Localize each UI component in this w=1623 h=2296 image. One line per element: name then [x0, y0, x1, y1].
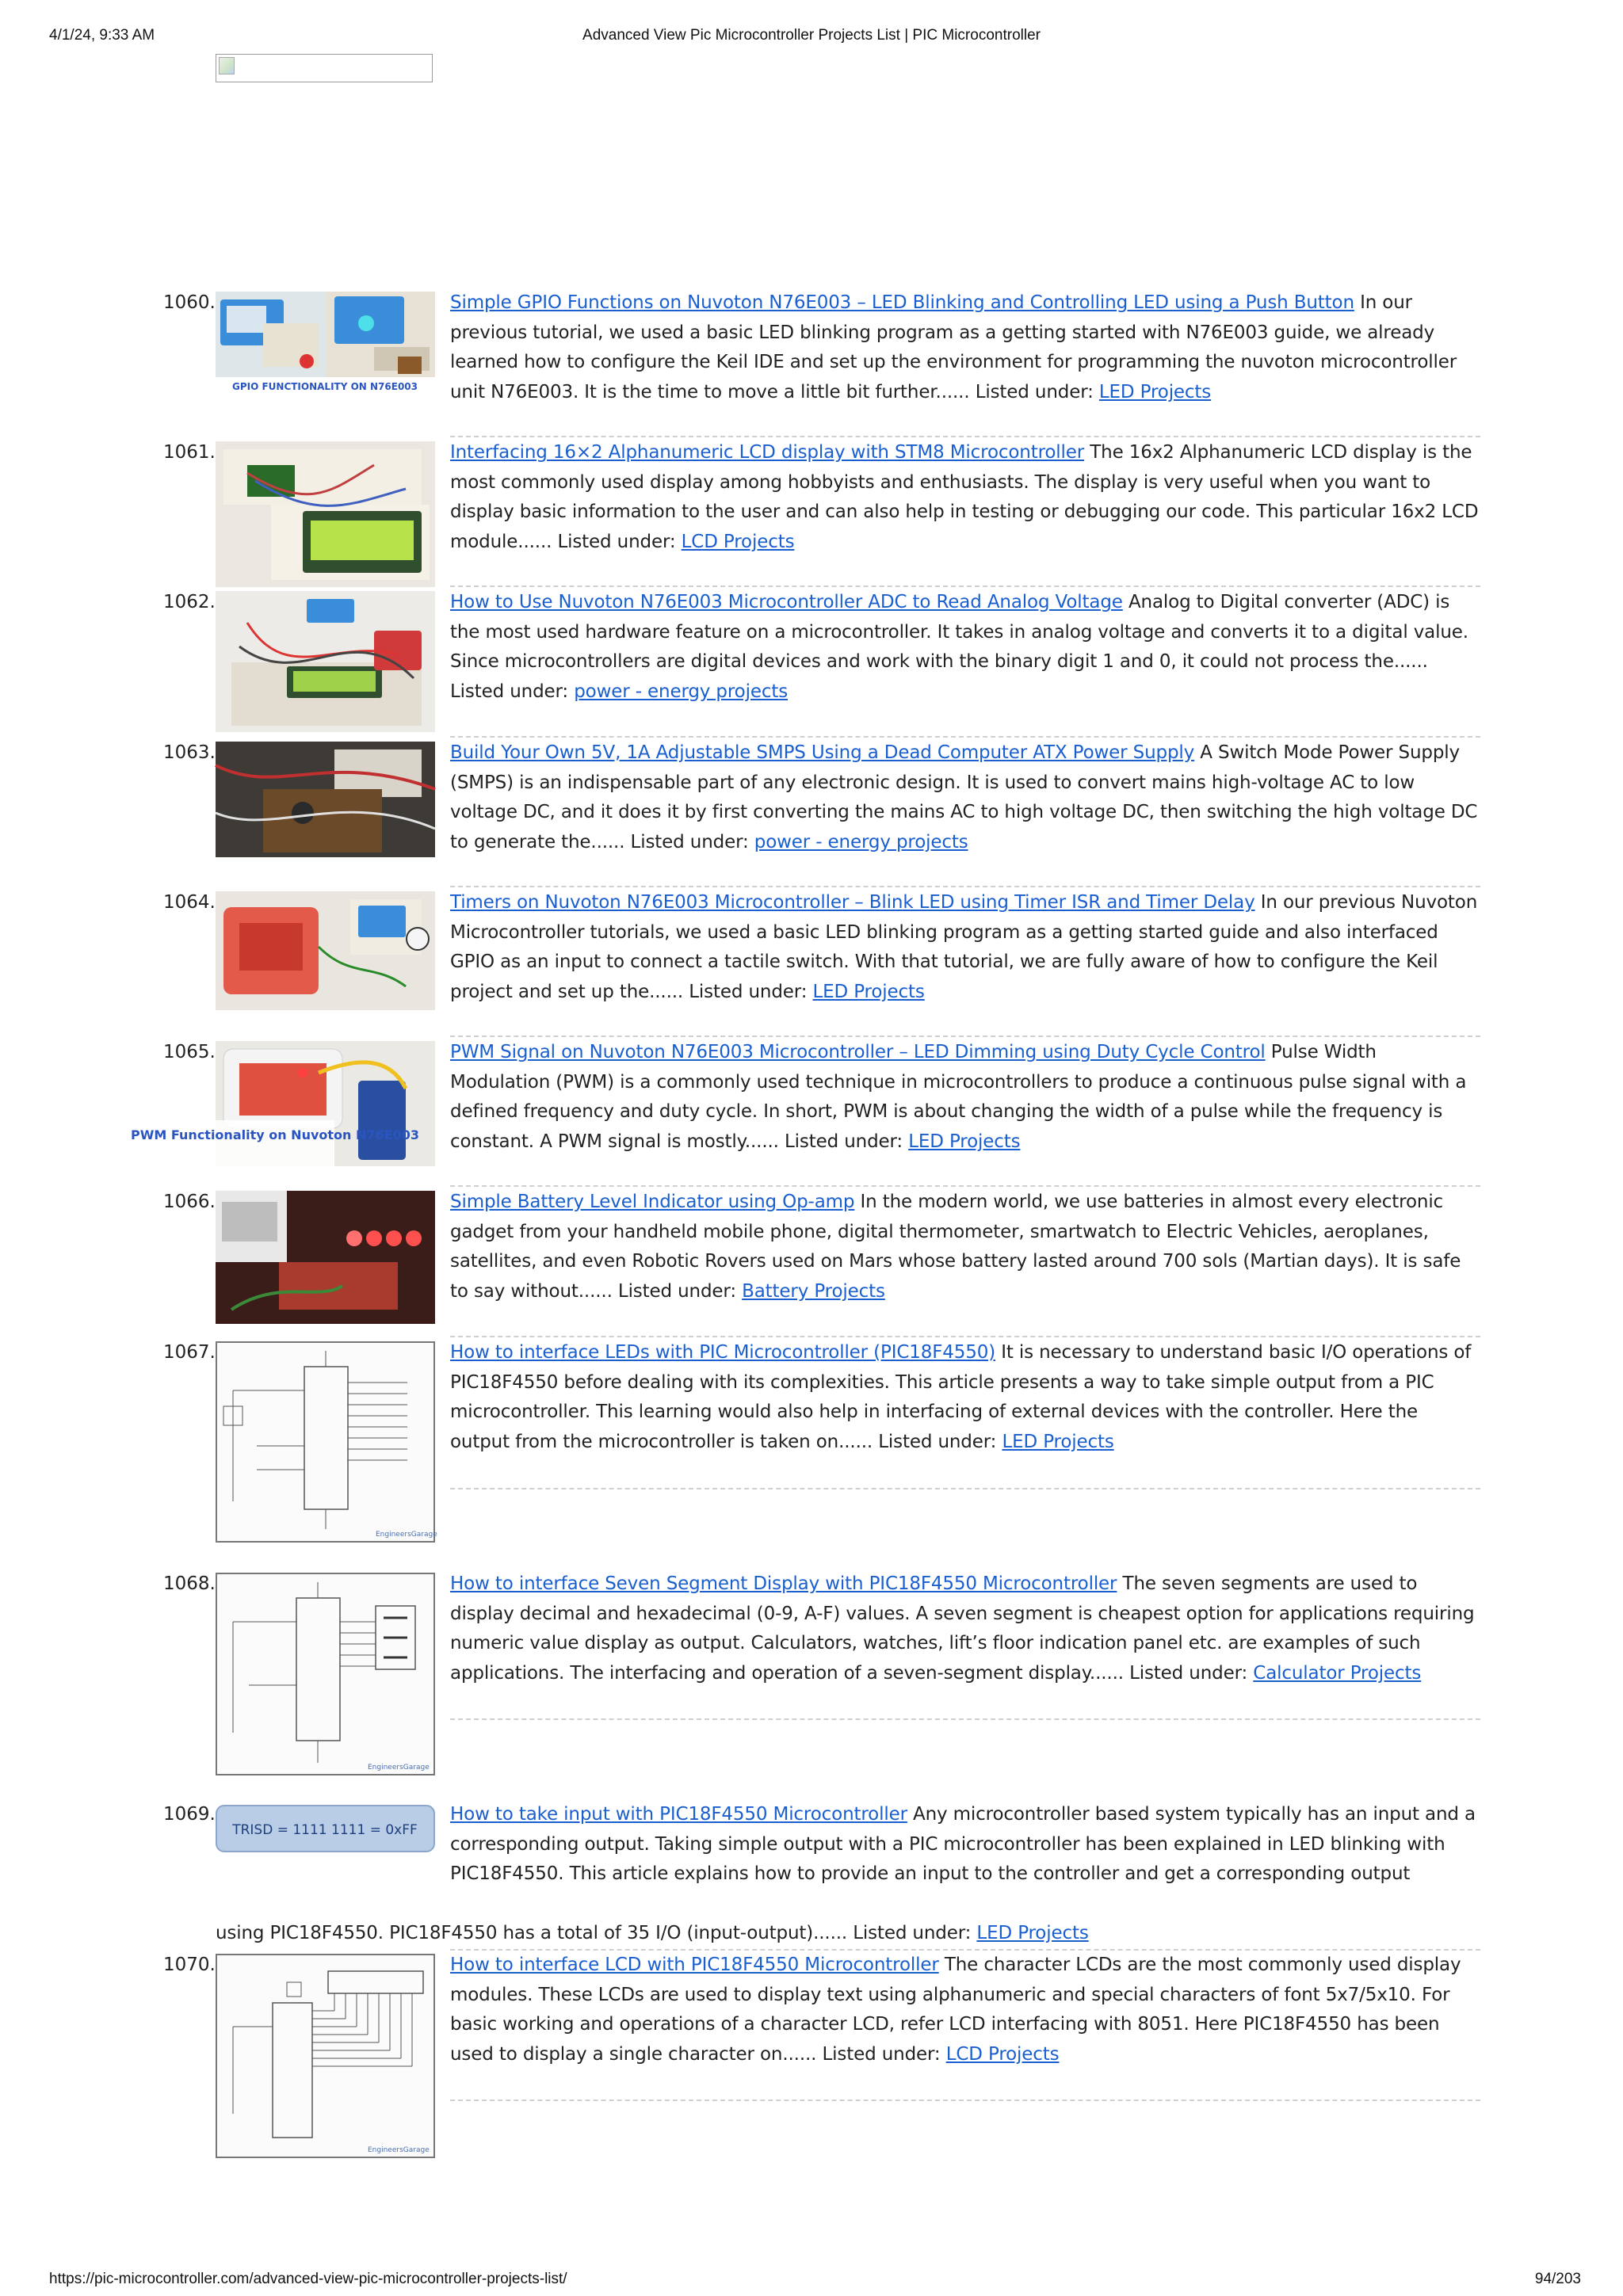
divider: [450, 1488, 1480, 1489]
category-link[interactable]: LED Projects: [1002, 1431, 1114, 1452]
entry-body: [450, 1188, 1480, 1306]
project-description: The character LCDs are the most commonly used display modules. These LCDs are used to display text using alphanumeric and special characters of font 5x7/5x10. For basic working and operations of a character LCD, refer LCD interfacing with 8051. Here PIC18F4550 has been used to display a single character on......: [450, 1955, 1461, 2065]
category-link[interactable]: LCD Projects: [681, 531, 795, 552]
circuit-schematic-thumbnail[interactable]: [216, 1341, 435, 1543]
project-thumbnail[interactable]: [216, 742, 435, 857]
divider: [450, 585, 1480, 587]
entry-body: [450, 288, 1480, 407]
item-number: 1062.: [163, 592, 216, 612]
thumbnail-caption: TRISD = 1111 1111 = 0xFF: [232, 1822, 418, 1838]
category-link[interactable]: LCD Projects: [945, 2043, 1060, 2065]
project-title-link[interactable]: How to Use Nuvoton N76E003 Microcontroller ADC to Read Analog Voltage: [450, 592, 1123, 612]
listed-under-label: Listed under:: [785, 1131, 903, 1152]
item-number: 1063.: [163, 742, 216, 763]
project-description: It is necessary to understand basic I/O operations of PIC18F4550 before dealing with its complexities. This article presents a way to take simple output from a PIC microcontroller. This learning would also help in interfacing of external devices with the controller. Here the output from the microcontroller is taken on......: [450, 1342, 1472, 1452]
entry-body: [450, 1038, 1480, 1157]
item-number: 1070.: [163, 1955, 216, 1975]
project-description-continued: using PIC18F4550. PIC18F4550 has a total of 35 I/O (input-output)......: [216, 1923, 848, 1943]
project-title-link[interactable]: Simple GPIO Functions on Nuvoton N76E003 – LED Blinking and Controlling LED using a Push Button: [450, 292, 1354, 313]
entry-body: [450, 438, 1480, 557]
entry-body: [450, 588, 1480, 707]
project-thumbnail[interactable]: [216, 591, 435, 732]
project-thumbnail[interactable]: [216, 1805, 435, 1852]
listed-under-label: Listed under:: [617, 1280, 736, 1302]
listed-under-label: Listed under:: [1129, 1662, 1248, 1684]
entry-body-wrap: [216, 1919, 1484, 1949]
listed-under-label: Listed under:: [853, 1923, 972, 1943]
listed-under-label: Listed under:: [975, 381, 1094, 402]
entry-body: [450, 1800, 1480, 1890]
print-page-title: Advanced View Pic Microcontroller Projects List | PIC Microcontroller: [582, 27, 1041, 44]
project-thumbnail[interactable]: [216, 441, 435, 587]
project-thumbnail[interactable]: [216, 891, 435, 1010]
divider: [450, 2100, 1480, 2101]
category-link[interactable]: LED Projects: [908, 1131, 1021, 1152]
project-description: In our previous Nuvoton Microcontroller tutorials, we used a basic LED blinking program as a getting started guide and also interfaced GPIO as an input to connect a tactile switch. With that tutorial, we are fully aware of how to configure the Keil project and set up the......: [450, 892, 1478, 1002]
divider: [450, 1336, 1480, 1337]
item-number: 1064.: [163, 892, 216, 913]
category-link[interactable]: Battery Projects: [742, 1280, 885, 1302]
project-description: Pulse Width Modulation (PWM) is a commonly used technique in microcontrollers to produce a continuous pulse signal with a defined frequency and duty cycle. In short, PWM is about changing the width of a pulse while the frequency is constant. A PWM signal is mostly......: [450, 1042, 1467, 1152]
item-number: 1065.: [163, 1042, 216, 1062]
entry-body: [450, 1951, 1480, 2069]
project-description: The seven segments are used to display decimal and hexadecimal (0-9, A-F) values. A seven segment is cheapest option for applications requiring numeric value display as output. Calculators, watches, lift’s floor indication panel etc. are examples of such applications. The interfacing and operation of a seven-segment display......: [450, 1573, 1475, 1684]
listed-under-label: Listed under:: [822, 2043, 941, 2065]
project-title-link[interactable]: Timers on Nuvoton N76E003 Microcontroller – Blink LED using Timer ISR and Timer Delay: [450, 892, 1255, 913]
divider: [450, 1185, 1480, 1187]
entry-body: [450, 1569, 1480, 1688]
category-link[interactable]: power - energy projects: [754, 831, 968, 852]
project-title-link[interactable]: Interfacing 16×2 Alphanumeric LCD display with STM8 Microcontroller: [450, 442, 1085, 463]
circuit-schematic-thumbnail[interactable]: [216, 1573, 435, 1775]
project-title-link[interactable]: How to interface LEDs with PIC Microcontroller (PIC18F4550): [450, 1342, 996, 1363]
item-number: 1067.: [163, 1342, 216, 1363]
entry-body: [450, 888, 1480, 1007]
listed-under-label: Listed under:: [689, 981, 808, 1002]
category-link[interactable]: LED Projects: [812, 981, 925, 1002]
item-number: 1066.: [163, 1192, 216, 1212]
project-description: In the modern world, we use batteries in almost every electronic gadget from your handheld mobile phone, digital thermometer, smartwatch to Electric Vehicles, aeroplanes, satellites, and even Robotic Rovers used on Mars whose battery lasted around 700 sols (Martian days). It is safe to say without......: [450, 1192, 1461, 1302]
project-thumbnail[interactable]: [216, 292, 435, 395]
item-number: 1060.: [163, 292, 216, 313]
project-description: Analog to Digital converter (ADC) is the most used hardware feature on a microcontroller. It takes in analog voltage and converts it to a digital value. Since microcontrollers are digital devices and work with the binary digit 1 and 0, it could not process the......: [450, 592, 1468, 673]
project-description: Any microcontroller based system typically has an input and a corresponding output. Taking simple output with a PIC microcontroller has been explained in LED blinking with PIC18F4550. This article explains how to provide an input to the controller and get a corresponding output: [450, 1804, 1476, 1885]
circuit-schematic-thumbnail[interactable]: [216, 1954, 435, 2158]
entry-body: [450, 738, 1480, 857]
project-description: The 16x2 Alphanumeric LCD display is the most commonly used display among hobbyists and enthusiasts. The display is very useful when you want to display basic information to the user and can also help in testing or debugging our code. This particular 16x2 LCD module......: [450, 442, 1479, 552]
divider: [450, 1035, 1480, 1037]
thumbnail-caption: EngineersGarage: [368, 2146, 430, 2154]
project-description: In our previous tutorial, we used a basic LED blinking program as a getting started with N76E003 guide, we already learned how to configure the Keil IDE and set up the environment for programming the nuvoton microcontroller unit N76E003. It is the time to move a little bit further......: [450, 292, 1457, 402]
project-title-link[interactable]: How to interface Seven Segment Display with PIC18F4550 Microcontroller: [450, 1573, 1117, 1594]
project-thumbnail[interactable]: [216, 1191, 435, 1324]
category-link[interactable]: power - energy projects: [574, 681, 789, 702]
category-link[interactable]: LED Projects: [1098, 381, 1212, 402]
item-number: 1061.: [163, 442, 216, 463]
broken-image-icon: [219, 57, 235, 74]
page-counter: 94/203: [1534, 2271, 1581, 2287]
print-url: https://pic-microcontroller.com/advanced-view-pic-microcontroller-projects-list/: [49, 2271, 567, 2287]
item-number: 1069.: [163, 1804, 216, 1825]
divider: [450, 886, 1480, 887]
broken-image-placeholder: [216, 54, 433, 82]
listed-under-label: Listed under:: [450, 681, 569, 702]
thumbnail-caption: EngineersGarage: [376, 1531, 437, 1539]
project-title-link[interactable]: Build Your Own 5V, 1A Adjustable SMPS Using a Dead Computer ATX Power Supply: [450, 742, 1195, 763]
project-description: A Switch Mode Power Supply (SMPS) is an indispensable part of any electronic design. It is used to convert mains high-voltage AC to low voltage DC, and it does it by first converting the mains AC to high voltage DC, then switching the high voltage DC to generate the......: [450, 742, 1478, 852]
thumbnail-caption: EngineersGarage: [368, 1764, 430, 1772]
listed-under-label: Listed under:: [878, 1431, 997, 1452]
project-title-link[interactable]: How to interface LCD with PIC18F4550 Microcontroller: [450, 1955, 939, 1975]
item-number: 1068.: [163, 1573, 216, 1594]
project-title-link[interactable]: PWM Signal on Nuvoton N76E003 Microcontroller – LED Dimming using Duty Cycle Control: [450, 1042, 1266, 1062]
category-link[interactable]: LED Projects: [976, 1923, 1089, 1943]
listed-under-label: Listed under:: [630, 831, 749, 852]
thumbnail-caption: GPIO FUNCTIONALITY ON N76E003: [231, 381, 418, 392]
print-date: 4/1/24, 9:33 AM: [49, 27, 155, 44]
project-title-link[interactable]: How to take input with PIC18F4550 Microcontroller: [450, 1804, 907, 1825]
thumbnail-caption: PWM Functionality on Nuvoton N76E003: [131, 1127, 419, 1142]
project-title-link[interactable]: Simple Battery Level Indicator using Op-amp: [450, 1192, 855, 1212]
divider: [450, 436, 1480, 437]
divider: [450, 736, 1480, 738]
entry-body: [450, 1338, 1480, 1457]
print-header: [0, 27, 1623, 48]
listed-under-label: Listed under:: [557, 531, 676, 552]
divider: [450, 1718, 1480, 1720]
category-link[interactable]: Calculator Projects: [1253, 1662, 1422, 1684]
